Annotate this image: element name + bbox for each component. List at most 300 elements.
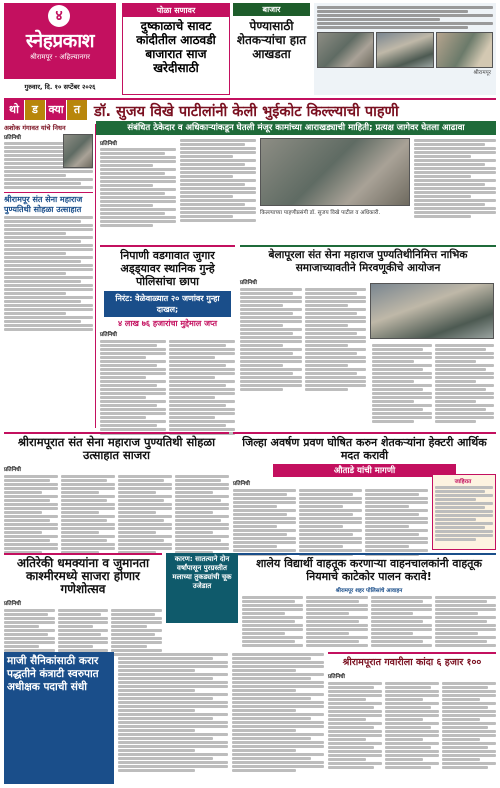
text-line bbox=[371, 624, 432, 627]
text-line bbox=[118, 677, 213, 680]
story-ex-servicemen[interactable] bbox=[4, 652, 114, 784]
text-line bbox=[233, 529, 296, 532]
text-line bbox=[240, 352, 293, 355]
text-line bbox=[372, 392, 432, 395]
text-line bbox=[240, 292, 293, 295]
text-line bbox=[240, 304, 283, 307]
text-line bbox=[61, 519, 107, 522]
text-line bbox=[118, 717, 213, 720]
text-line bbox=[100, 404, 157, 407]
text-line bbox=[100, 376, 146, 379]
text-line bbox=[442, 718, 480, 721]
text-line bbox=[100, 380, 166, 383]
text-line bbox=[100, 148, 176, 151]
text-line bbox=[4, 264, 93, 267]
newspaper-logo bbox=[4, 3, 116, 79]
text-line bbox=[118, 673, 228, 676]
text-line bbox=[169, 376, 215, 379]
text-line bbox=[372, 384, 432, 387]
text-line bbox=[100, 420, 166, 423]
text-line bbox=[242, 628, 303, 631]
text-line bbox=[4, 292, 66, 295]
text-line bbox=[111, 645, 146, 648]
text-line bbox=[180, 219, 256, 222]
text-line bbox=[232, 729, 296, 732]
text-line bbox=[4, 216, 93, 219]
text-line bbox=[442, 766, 488, 769]
text-line bbox=[328, 730, 382, 733]
text-line bbox=[371, 632, 414, 635]
text-line bbox=[240, 340, 302, 343]
text-line bbox=[305, 304, 348, 307]
text-line bbox=[242, 600, 295, 603]
text-line bbox=[118, 543, 172, 546]
teaser-kicker: बाजार bbox=[233, 3, 310, 16]
text-line bbox=[100, 176, 176, 179]
text-line bbox=[442, 682, 496, 685]
text-line bbox=[435, 404, 495, 407]
text-line bbox=[4, 296, 93, 299]
main-story-header bbox=[4, 98, 496, 120]
teaser-headline: दुष्काळाचे सावट कांदीतील आठवडी बाजारात साज खरेदीसाठी bbox=[136, 19, 216, 75]
text-line bbox=[118, 733, 228, 736]
text-line bbox=[4, 539, 50, 542]
text-line bbox=[365, 489, 428, 492]
text-line bbox=[435, 640, 488, 643]
main-story-body bbox=[100, 138, 496, 240]
text-line bbox=[100, 156, 176, 159]
text-line bbox=[4, 268, 93, 271]
story-subheadline: औताडे यांची मागणी bbox=[273, 464, 456, 477]
obituary-heading[interactable]: अशोक गंगावत यांचे निधन bbox=[4, 124, 66, 132]
text-line bbox=[435, 608, 496, 611]
text-line bbox=[305, 340, 367, 343]
text-line bbox=[232, 669, 296, 672]
text-line bbox=[240, 296, 302, 299]
teaser-onion-market[interactable] bbox=[122, 3, 230, 95]
text-line bbox=[328, 734, 382, 737]
text-line bbox=[118, 539, 164, 542]
text-line bbox=[232, 741, 324, 744]
text-line bbox=[4, 284, 93, 287]
left-story-heading[interactable]: श्रीरामपूर संत सेना महाराज पुण्यतिथी सोहळा उत्साहात bbox=[4, 192, 93, 215]
text-line bbox=[100, 220, 176, 223]
text-line bbox=[328, 754, 382, 757]
story-onion-price[interactable] bbox=[328, 652, 496, 784]
text-line bbox=[305, 384, 367, 387]
text-line bbox=[372, 404, 432, 407]
text-line bbox=[328, 746, 374, 749]
text-line bbox=[372, 420, 414, 423]
text-line bbox=[385, 722, 439, 725]
text-line bbox=[385, 754, 439, 757]
text-line bbox=[435, 628, 496, 631]
text-line bbox=[111, 621, 162, 624]
text-line bbox=[233, 525, 277, 528]
text-line bbox=[242, 596, 303, 599]
teaser-photo-story[interactable] bbox=[314, 3, 496, 95]
text-line bbox=[442, 714, 496, 717]
text-line bbox=[385, 766, 431, 769]
text-line bbox=[180, 211, 256, 214]
text-line bbox=[365, 505, 409, 508]
text-line bbox=[305, 324, 348, 327]
text-line bbox=[169, 344, 226, 347]
text-line bbox=[306, 628, 367, 631]
text-line bbox=[61, 527, 115, 530]
text-line bbox=[232, 749, 296, 752]
text-line bbox=[442, 734, 496, 737]
text-line bbox=[4, 499, 50, 502]
text-line bbox=[442, 710, 496, 713]
text-line bbox=[435, 384, 495, 387]
text-line bbox=[365, 545, 409, 548]
text-line bbox=[299, 489, 362, 492]
text-line bbox=[317, 26, 468, 29]
text-line bbox=[100, 344, 157, 347]
text-line bbox=[299, 521, 362, 524]
text-line bbox=[242, 604, 303, 607]
text-line bbox=[118, 495, 172, 498]
text-line bbox=[385, 730, 439, 733]
text-line bbox=[385, 710, 439, 713]
text-line bbox=[169, 352, 235, 355]
text-line bbox=[169, 420, 235, 423]
text-line bbox=[61, 539, 107, 542]
text-line bbox=[365, 537, 428, 540]
text-line bbox=[299, 513, 353, 516]
story-headline: माजी सैनिकांसाठी करार पद्धतीने कंत्राटी स्वरुपात अधीक्षक पदाची संधी bbox=[7, 655, 99, 693]
text-line bbox=[232, 685, 324, 688]
text-line bbox=[385, 698, 423, 701]
text-line bbox=[169, 404, 226, 407]
text-line bbox=[100, 412, 166, 415]
text-line bbox=[435, 534, 493, 537]
text-line bbox=[299, 533, 353, 536]
text-line bbox=[371, 596, 432, 599]
text-line bbox=[435, 368, 486, 371]
text-line bbox=[435, 620, 488, 623]
text-line bbox=[58, 629, 109, 632]
text-line bbox=[240, 360, 302, 363]
text-line bbox=[328, 762, 382, 765]
text-line bbox=[442, 698, 480, 701]
text-line bbox=[328, 686, 374, 689]
text-line bbox=[118, 689, 195, 692]
main-headline[interactable]: डॉ. सुजय विखे पाटीलांनी केली भुईकोट किल्ल्याची पाहणी bbox=[94, 104, 399, 120]
text-line bbox=[61, 543, 115, 546]
text-line bbox=[61, 479, 107, 482]
text-line bbox=[61, 491, 99, 494]
text-line bbox=[442, 738, 480, 741]
text-line bbox=[232, 709, 296, 712]
text-line bbox=[299, 529, 362, 532]
text-line bbox=[111, 613, 155, 616]
text-line bbox=[240, 348, 302, 351]
text-line bbox=[118, 475, 172, 478]
text-line bbox=[233, 505, 277, 508]
text-line bbox=[414, 159, 496, 162]
text-line bbox=[4, 645, 39, 648]
text-line bbox=[4, 244, 93, 247]
dateline: गुरुवार, दि. १० सप्टेंबर २०२६ bbox=[24, 83, 96, 91]
text-line bbox=[232, 745, 324, 748]
text-line bbox=[100, 416, 146, 419]
story-column bbox=[232, 652, 324, 784]
story-belapur-procession[interactable] bbox=[240, 245, 496, 428]
text-line bbox=[180, 139, 256, 142]
text-line bbox=[233, 545, 277, 548]
text-line bbox=[442, 690, 496, 693]
text-line bbox=[442, 750, 496, 753]
text-line bbox=[61, 499, 107, 502]
text-line bbox=[100, 196, 176, 199]
text-line bbox=[414, 199, 496, 202]
text-line bbox=[118, 765, 228, 768]
text-line bbox=[435, 604, 496, 607]
text-line bbox=[385, 750, 439, 753]
text-line bbox=[414, 187, 496, 190]
text-line bbox=[180, 187, 256, 190]
text-line bbox=[435, 514, 493, 517]
text-line bbox=[371, 612, 414, 615]
text-line bbox=[328, 710, 382, 713]
text-line bbox=[180, 175, 233, 178]
text-line bbox=[233, 513, 287, 516]
byline: प्रतिनिधी bbox=[233, 481, 250, 487]
text-line bbox=[118, 697, 213, 700]
text-line bbox=[385, 742, 439, 745]
text-line bbox=[4, 479, 50, 482]
text-line bbox=[100, 212, 165, 215]
text-line bbox=[305, 388, 348, 391]
text-line bbox=[118, 491, 156, 494]
text-line bbox=[233, 509, 296, 512]
text-line bbox=[306, 612, 349, 615]
text-line bbox=[242, 616, 303, 619]
text-line bbox=[4, 308, 93, 311]
text-line bbox=[4, 535, 58, 538]
text-line bbox=[328, 682, 382, 685]
text-line bbox=[435, 352, 495, 355]
text-line bbox=[4, 483, 58, 486]
text-line bbox=[414, 175, 471, 178]
text-line bbox=[442, 722, 496, 725]
text-line bbox=[58, 613, 102, 616]
text-line bbox=[306, 608, 367, 611]
text-line bbox=[442, 694, 496, 697]
text-line bbox=[4, 487, 58, 490]
text-line bbox=[414, 183, 485, 186]
text-line bbox=[442, 726, 488, 729]
text-line bbox=[233, 533, 287, 536]
text-line bbox=[299, 497, 362, 500]
text-line bbox=[169, 400, 235, 403]
text-line bbox=[100, 184, 153, 187]
text-line bbox=[175, 499, 221, 502]
text-line bbox=[232, 757, 311, 760]
text-line bbox=[233, 517, 296, 520]
text-line bbox=[435, 360, 477, 363]
news-photo bbox=[436, 32, 493, 68]
text-line bbox=[414, 155, 471, 158]
story-headline: श्रीरामपूरात संत सेना महाराज पुण्यतिथी सोहळा उत्साहात साजरा bbox=[17, 435, 216, 462]
story-sena-maharaj[interactable] bbox=[4, 432, 229, 550]
text-line bbox=[100, 204, 153, 207]
story-headline: बेलापूरला संत सेना महाराज पुण्यतिथीनिमित्त नाभिक समाजाच्यावतीने मिरवणूकीचे आयोजन bbox=[268, 249, 468, 274]
text-line bbox=[372, 368, 423, 371]
text-line bbox=[435, 522, 493, 525]
highlight-box[interactable]: कारण: सातत्याने दोन वर्षांपासून पुरग्रस्तीत मलाच्या तुकड्यांची चूक उजेडात bbox=[166, 553, 238, 623]
text-line bbox=[61, 511, 99, 514]
text-line bbox=[232, 657, 311, 660]
text-line bbox=[180, 183, 245, 186]
text-line bbox=[100, 428, 166, 431]
text-line bbox=[233, 489, 296, 492]
text-line bbox=[180, 179, 256, 182]
text-line bbox=[385, 758, 423, 761]
byline: प्रतिनिधी bbox=[100, 141, 117, 147]
text-line bbox=[100, 224, 153, 227]
text-line bbox=[305, 308, 367, 311]
text-line bbox=[232, 733, 324, 736]
text-line bbox=[4, 511, 42, 514]
text-line bbox=[111, 629, 162, 632]
text-line bbox=[118, 729, 195, 732]
text-line bbox=[175, 547, 229, 550]
text-line bbox=[385, 738, 423, 741]
text-line bbox=[371, 628, 432, 631]
text-line bbox=[4, 515, 58, 518]
text-line bbox=[299, 509, 362, 512]
text-line bbox=[435, 624, 496, 627]
text-line bbox=[232, 677, 311, 680]
text-line bbox=[240, 312, 293, 315]
text-line bbox=[118, 511, 156, 514]
text-line bbox=[372, 388, 423, 391]
text-line bbox=[385, 702, 439, 705]
portrait-photo bbox=[63, 134, 93, 168]
text-line bbox=[175, 527, 229, 530]
text-line bbox=[58, 633, 102, 636]
text-line bbox=[4, 186, 93, 189]
text-line bbox=[169, 360, 235, 363]
text-line bbox=[435, 632, 478, 635]
text-line bbox=[180, 143, 245, 146]
text-line bbox=[328, 714, 382, 717]
text-line bbox=[365, 521, 428, 524]
text-line bbox=[371, 636, 432, 639]
text-line bbox=[305, 380, 367, 383]
text-line bbox=[435, 380, 477, 383]
text-line bbox=[118, 761, 228, 764]
text-line bbox=[169, 388, 235, 391]
text-line bbox=[240, 380, 302, 383]
story-gambling-raid[interactable] bbox=[100, 245, 235, 428]
text-line bbox=[305, 368, 367, 371]
text-line bbox=[100, 368, 166, 371]
text-line bbox=[118, 665, 228, 668]
text-line bbox=[175, 539, 221, 542]
text-line bbox=[328, 738, 366, 741]
text-line bbox=[100, 408, 166, 411]
text-line bbox=[232, 713, 324, 716]
text-line bbox=[372, 360, 414, 363]
text-line bbox=[4, 475, 58, 478]
text-line bbox=[61, 547, 115, 550]
text-line bbox=[169, 384, 226, 387]
text-line bbox=[4, 507, 58, 510]
text-line bbox=[100, 364, 157, 367]
text-line bbox=[169, 348, 235, 351]
text-line bbox=[233, 521, 296, 524]
text-line bbox=[240, 356, 302, 359]
text-line bbox=[118, 657, 213, 660]
text-line bbox=[169, 416, 215, 419]
text-line bbox=[240, 328, 302, 331]
text-line bbox=[372, 372, 432, 375]
text-line bbox=[328, 742, 382, 745]
text-line bbox=[242, 636, 303, 639]
text-line bbox=[180, 207, 256, 210]
text-line bbox=[180, 163, 245, 166]
text-line bbox=[240, 308, 302, 311]
text-line bbox=[365, 497, 428, 500]
text-line bbox=[435, 494, 493, 497]
text-line bbox=[175, 503, 229, 506]
text-line bbox=[118, 507, 172, 510]
text-line bbox=[435, 416, 495, 419]
text-line bbox=[175, 491, 213, 494]
text-line bbox=[118, 479, 164, 482]
story-headline: निपाणी वडगावात जुगार अड्ड्यावर स्थानिक गुन्हे पोलिसांचा छापा bbox=[120, 249, 215, 288]
text-line bbox=[4, 154, 66, 157]
text-line bbox=[435, 372, 495, 375]
text-line bbox=[414, 191, 496, 194]
text-line bbox=[435, 538, 476, 541]
text-line bbox=[317, 22, 493, 25]
text-line bbox=[299, 525, 343, 528]
text-line bbox=[385, 762, 439, 765]
text-line bbox=[385, 726, 431, 729]
text-line bbox=[305, 328, 367, 331]
story-drought-aid[interactable] bbox=[233, 432, 496, 550]
text-line bbox=[435, 502, 493, 505]
text-line bbox=[4, 320, 81, 323]
story-kashmir-ganeshotsav[interactable] bbox=[4, 553, 162, 648]
text-line bbox=[100, 192, 165, 195]
text-line bbox=[118, 515, 172, 518]
text-line bbox=[435, 412, 495, 415]
text-line bbox=[100, 400, 166, 403]
text-line bbox=[4, 491, 42, 494]
text-line bbox=[435, 388, 486, 391]
text-line bbox=[328, 758, 366, 761]
text-line bbox=[175, 523, 229, 526]
text-line bbox=[305, 356, 367, 359]
teaser-farmers[interactable] bbox=[233, 3, 310, 95]
text-line bbox=[442, 746, 488, 749]
text-line bbox=[306, 600, 359, 603]
text-line bbox=[180, 203, 245, 206]
text-line bbox=[365, 529, 428, 532]
text-line bbox=[4, 280, 81, 283]
text-line bbox=[100, 180, 176, 183]
text-line bbox=[180, 159, 256, 162]
text-line bbox=[100, 424, 157, 427]
advertisement[interactable] bbox=[432, 474, 496, 550]
text-line bbox=[100, 392, 166, 395]
